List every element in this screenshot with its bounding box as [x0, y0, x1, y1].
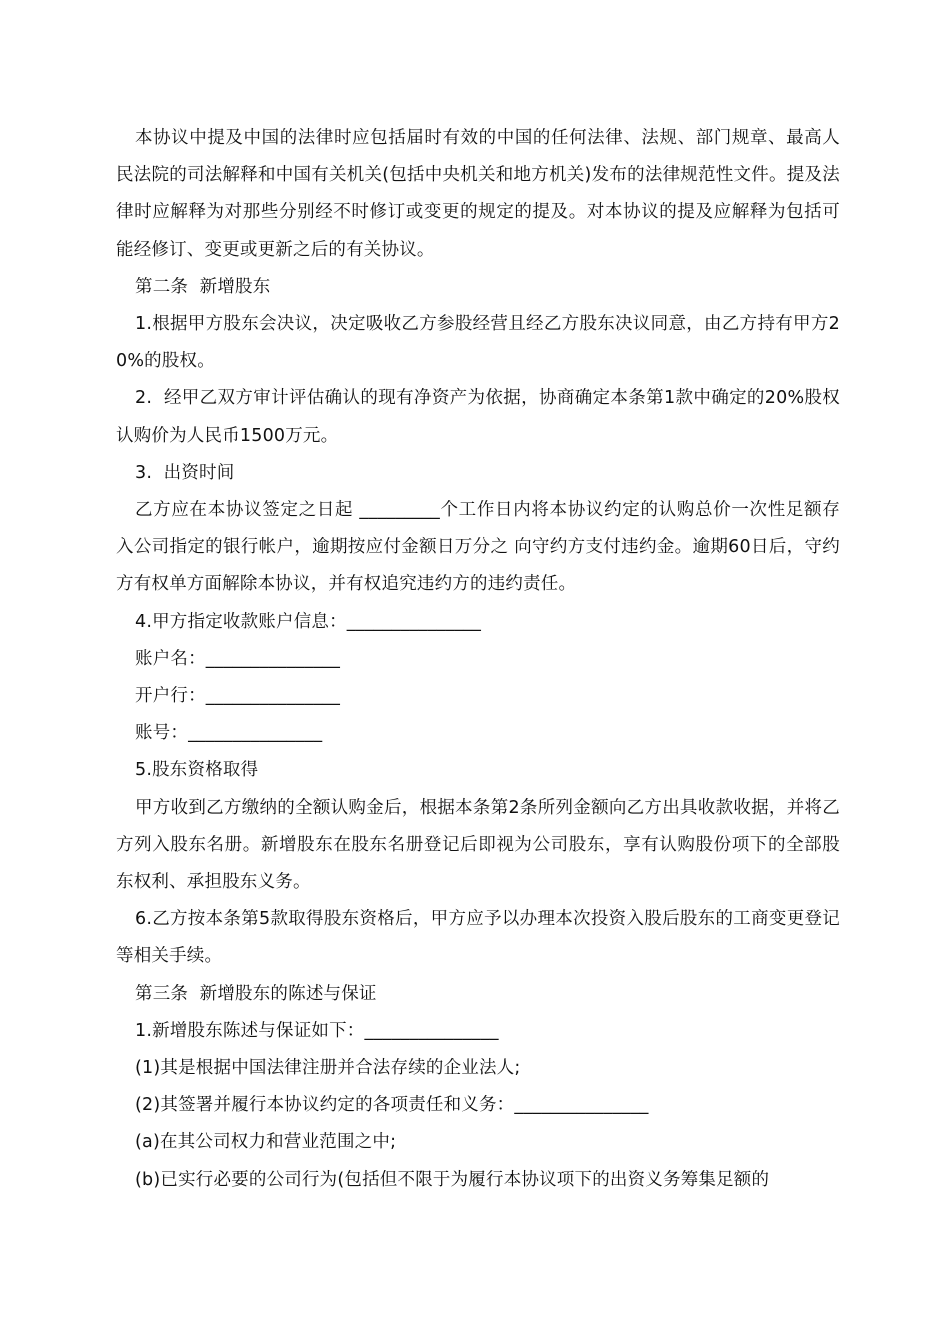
paragraph-article-3-sub-2: (2)其签署并履行本协议约定的各项责任和义务：_______________ — [135, 1095, 649, 1116]
field-account-name: 账户名：_______________ — [135, 648, 341, 669]
paragraph-shareholder-qualification: 甲方收到乙方缴纳的全额认购金后，根据本条第2条所列金额向乙方出具收款收据，并将乙方列入股东名册。新增股东在股东名册登记后即视为公司股东，享有认购股份项下的全部股东权利、承担股东义务。 — [116, 797, 840, 893]
paragraph-article-3-item-1: 1.新增股东陈述与保证如下：_______________ — [135, 1020, 499, 1041]
paragraph-article-3-sub-a: (a)在其公司权力和营业范围之中; — [135, 1132, 397, 1153]
paragraph-legal-definition: 本协议中提及中国的法律时应包括届时有效的中国的任何法律、法规、部门规章、最高人民法院的司法解释和中国有关机关(包括中央机关和地方机关)发布的法律规范性文件。提及法律时应解释为对那些分别经不时修订或变更的规定的提及。对本协议的提及应解释为包括可能经修订、变更或更新之后的有关协议。 — [116, 128, 840, 260]
paragraph-article-3-sub-1: (1)其是根据中国法律注册并合法存续的企业法人; — [135, 1058, 521, 1079]
heading-article-2-item-3: 3. 出资时间 — [135, 462, 235, 483]
paragraph-article-2-item-1: 1.根据甲方股东会决议，决定吸收乙方参股经营且经乙方股东决议同意，由乙方持有甲方20%的股权。 — [116, 314, 840, 372]
paragraph-article-3-sub-b: (b)已实行必要的公司行为(包括但不限于为履行本协议项下的出资义务筹集足额的 — [135, 1169, 770, 1190]
paragraph-article-2-item-2: 2. 经甲乙双方审计评估确认的现有净资产为依据，协商确定本条第1款中确定的20%股权认购价为人民币1500万元。 — [116, 388, 840, 446]
field-bank-name: 开户行：_______________ — [135, 686, 341, 707]
document-body — [116, 120, 840, 1199]
heading-article-2: 第二条 新增股东 — [135, 276, 271, 297]
paragraph-account-info: 4.甲方指定收款账户信息：_______________ — [135, 611, 482, 632]
field-account-number: 账号：_______________ — [135, 723, 323, 744]
paragraph-payment-time: 乙方应在本协议签定之日起 _________个工作日内将本协议约定的认购总价一次性足额存入公司指定的银行帐户，逾期按应付金额日万分之 向守约方支付违约金。逾期60日后，守约方有权单方面解除本协议，并有权追究违约方的违约责任。 — [116, 500, 840, 595]
heading-shareholder-qualification: 5.股东资格取得 — [135, 760, 259, 781]
heading-article-3: 第三条 新增股东的陈述与保证 — [135, 983, 377, 1004]
paragraph-article-2-item-6: 6.乙方按本条第5款取得股东资格后，甲方应予以办理本次投资入股后股东的工商变更登记等相关手续。 — [116, 909, 840, 967]
